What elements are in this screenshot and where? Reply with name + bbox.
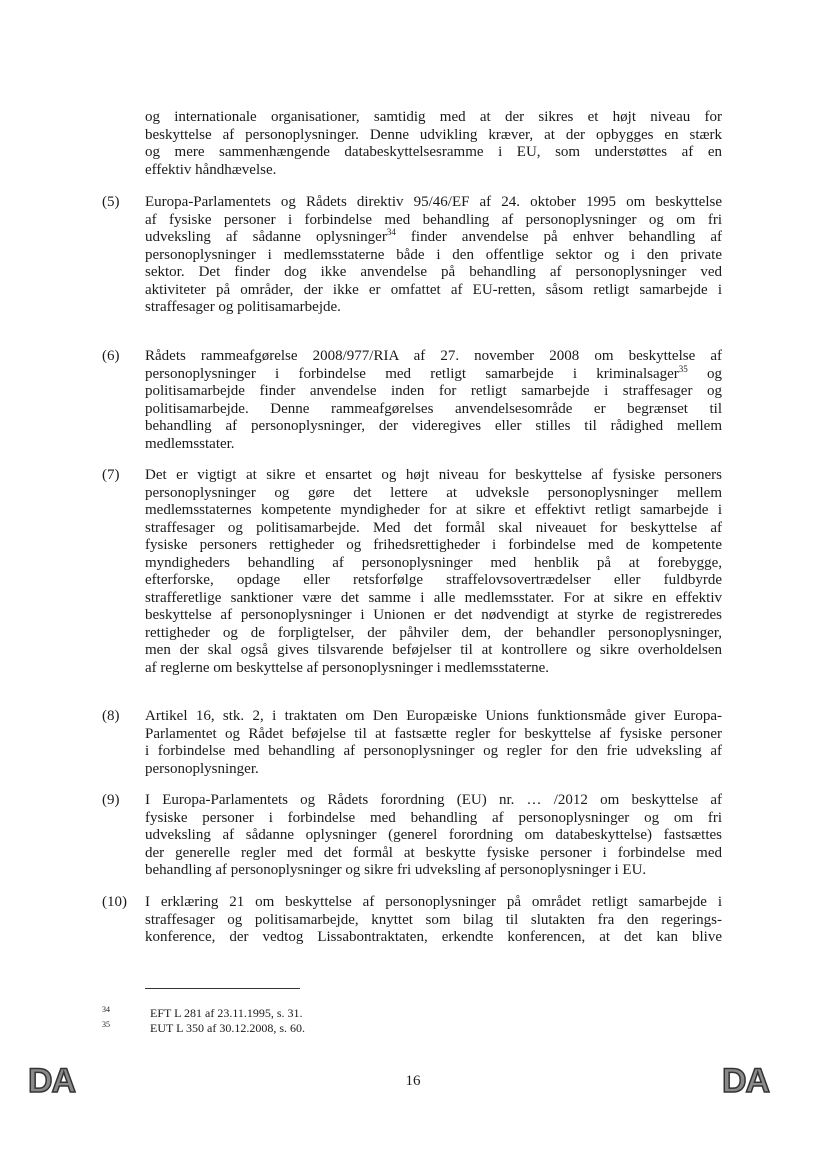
text-segment: finder anvendelse på enhver behandling af xyxy=(395,229,722,245)
text-line: straffesager og politisamarbejde. xyxy=(145,299,341,315)
text-line: Parlamentet og Rådet beføjelse til at fastsætte regler for beskyttelse af fysiske personer xyxy=(145,725,722,742)
paragraph-text xyxy=(145,894,722,947)
text-line: medlemsstaternes kompetente myndigheder for at sikre et effektivt retligt samarbejde i xyxy=(145,502,722,518)
text-line: aktiviteter på områder, der ikke er omfattet af EU-retten, såsom retligt samarbejde i xyxy=(145,281,722,298)
text-line: medlemsstater. xyxy=(145,435,235,452)
paragraph-number: (5) xyxy=(102,194,120,210)
text-line: men der skal også gives tilsvarende beføjelser til at kontrollere og sikre overholdelsen xyxy=(145,642,722,658)
text-line: udveksling af sådanne oplysninger (generel forordning om databeskyttelse) fastsættes xyxy=(145,827,722,843)
text-line: strafferetlige sanktioner være det samme i alle medlemsstater. For at sikre en effektiv xyxy=(145,589,722,606)
text-line: fysiske personers rettigheder og frihedsrettigheder i forbindelse med de kompetente xyxy=(145,537,722,553)
language-code-right: DA xyxy=(722,1062,770,1100)
footnote-text: EFT L 281 af 23.11.1995, s. 31. xyxy=(150,1006,303,1020)
footnote-reference[interactable]: 35 xyxy=(678,363,688,374)
text-line: beskyttelse af personoplysninger. Denne udvikling kræver, at der opbygges en stærk xyxy=(145,126,722,143)
text-line: I Europa-Parlamentets og Rådets forordning (EU) nr. … /2012 om beskyttelse af xyxy=(145,792,722,808)
text-line: og mere sammenhængende databeskyttelsesramme i EU, som understøttes af en xyxy=(145,144,722,160)
text-line: personoplysninger. xyxy=(145,760,259,777)
text-line: behandling af personoplysninger og sikre fri udveksling af personoplysninger i EU. xyxy=(145,862,647,878)
text-line: myndigheders behandling af personoplysninger med henblik på at forebygge, xyxy=(145,554,722,571)
paragraph-number: (6) xyxy=(102,348,120,364)
paragraph-text xyxy=(145,348,722,453)
text-line: af reglerne om beskyttelse af personoplysninger i medlemsstaterne. xyxy=(145,659,550,676)
text-line: sektor. Det finder dog ikke anvendelse på behandling af personoplysninger ved xyxy=(145,264,722,280)
text-line xyxy=(145,229,722,247)
footnote-number: 35 xyxy=(102,1020,110,1029)
text-line: efterforske, opdage eller retsforfølge straffelovsovertrædelser eller fuldbyrde xyxy=(145,572,722,588)
text-segment: personoplysninger i forbindelse med retligt samarbejde i kriminalsager xyxy=(145,365,679,382)
paragraph-number: (7) xyxy=(102,467,120,483)
text-line xyxy=(145,363,723,384)
paragraph-text xyxy=(145,708,722,778)
text-line: Europa-Parlamentets og Rådets direktiv 95/46/EF af 24. oktober 1995 om beskyttelse xyxy=(145,194,722,210)
text-line: Det er vigtigt at sikre et ensartet og højt niveau for beskyttelse af fysiske personers xyxy=(145,467,722,483)
text-line: straffesager og politisamarbejde, knyttet som bilag til slutakten fra den regerings- xyxy=(145,911,722,928)
text-line: fysiske personer i forbindelse med behandling af personoplysninger og om fri xyxy=(145,809,722,826)
text-line: af fysiske personer i forbindelse med behandling af personoplysninger og om fri xyxy=(145,211,722,228)
text-line: og internationale organisationer, samtidig med at der sikres et højt niveau for xyxy=(145,109,722,125)
text-segment: og xyxy=(687,365,723,382)
text-line: beskyttelse af personoplysninger i Unionen er det nødvendigt at styrke de registreredes xyxy=(145,607,722,623)
text-line: i forbindelse med behandling af personoplysninger og regler for den frie udveksling af xyxy=(145,743,722,759)
text-line: personoplysninger i medlemsstaterne både i den offentlige sektor og i den private xyxy=(145,246,722,263)
paragraph-text xyxy=(145,792,722,880)
paragraph-number: (9) xyxy=(102,792,120,808)
paragraph-number: (10) xyxy=(102,894,127,910)
text-line: konference, der vedtog Lissabontraktaten, erkendte konferencen, at det kan blive xyxy=(145,929,722,945)
paragraph-number: (8) xyxy=(102,708,120,724)
text-line: behandling af personoplysninger, der videregives eller stilles til rådighed mellem xyxy=(145,418,722,434)
footnote-text: EUT L 350 af 30.12.2008, s. 60. xyxy=(150,1021,305,1035)
text-line: I erklæring 21 om beskyttelse af personoplysninger på området retligt samarbejde i xyxy=(145,894,722,910)
paragraph-text xyxy=(145,467,722,677)
footnote-number: 34 xyxy=(102,1005,110,1014)
text-line: Rådets rammeafgørelse 2008/977/RIA af 27. november 2008 om beskyttelse af xyxy=(145,348,722,364)
text-line: der generelle regler med det formål at beskytte fysiske personer i forbindelse med xyxy=(145,844,722,861)
footnote-separator xyxy=(145,988,300,989)
paragraph-text xyxy=(145,109,722,179)
text-line: straffesager og politisamarbejde. Med det formål skal niveauet for beskyttelse af xyxy=(145,519,722,536)
page-number: 16 xyxy=(405,1073,421,1089)
paragraph-text xyxy=(145,194,722,317)
text-line: personoplysninger og gøre det lettere at udveksle personoplysninger mellem xyxy=(145,484,722,501)
text-line: rettigheder og de forpligtelser, der påhviler dem, der behandler personoplysninger, xyxy=(145,624,722,641)
footnote-reference[interactable]: 34 xyxy=(386,227,396,237)
text-segment: udveksling af sådanne oplysninger xyxy=(145,229,387,245)
text-line: politisamarbejde finder anvendelse inden for retligt samarbejde i straffesager og xyxy=(145,383,722,399)
text-line: effektiv håndhævelse. xyxy=(145,161,277,178)
language-code-left: DA xyxy=(28,1062,76,1100)
text-line: politisamarbejde. Denne rammeafgørelses anvendelsesområde er begrænset til xyxy=(145,400,722,417)
text-line: Artikel 16, stk. 2, i traktaten om Den Europæiske Unions funktionsmåde giver Europa- xyxy=(145,708,722,724)
